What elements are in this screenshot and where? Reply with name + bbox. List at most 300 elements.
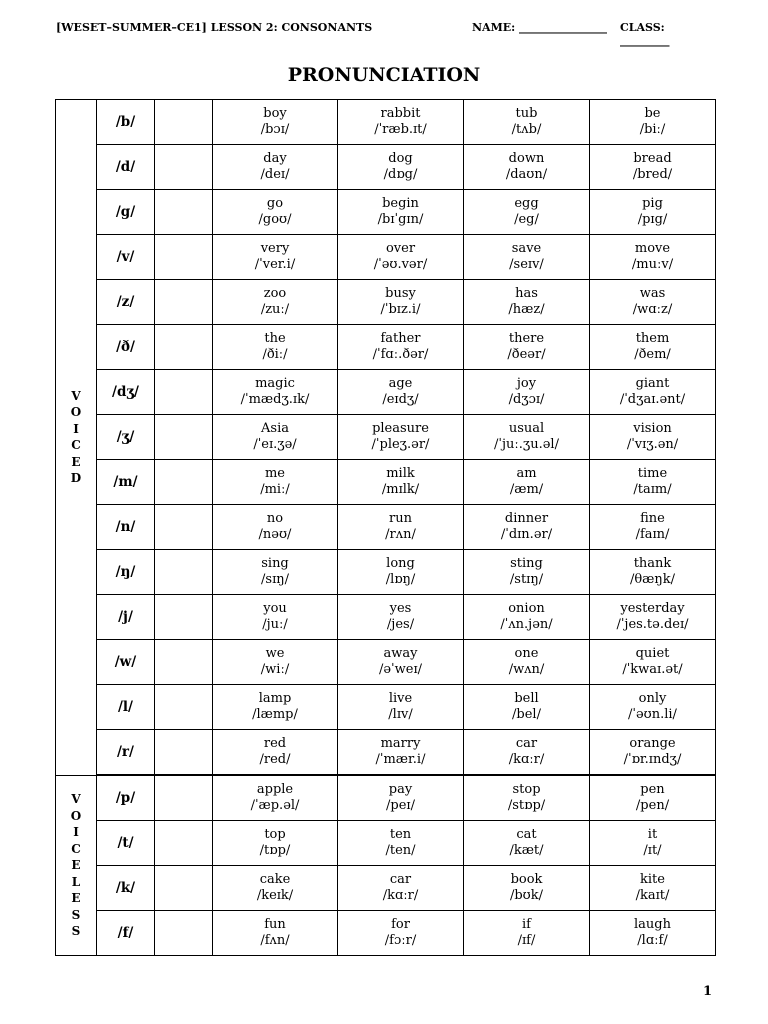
ipa-transcription: /biː/ — [639, 122, 666, 137]
word-cell — [464, 460, 590, 505]
word-cell — [213, 190, 338, 235]
ipa-transcription: /æm/ — [509, 482, 544, 497]
ipa-transcription: /eɪdʒ/ — [382, 392, 419, 407]
example-word: cat — [516, 827, 537, 842]
table-row — [56, 145, 716, 190]
example-word: cake — [259, 872, 291, 887]
word-cell — [590, 550, 716, 595]
example-word: onion — [508, 601, 545, 616]
phoneme-symbol: /j/ — [97, 595, 155, 640]
table-row — [56, 595, 716, 640]
example-word: ten — [389, 827, 412, 842]
example-word: age — [388, 376, 413, 391]
example-word: pleasure — [372, 421, 429, 436]
ipa-transcription: /bɔɪ/ — [260, 122, 290, 137]
ipa-transcription: /ˈmædʒ.ɪk/ — [240, 392, 310, 407]
ipa-transcription: /kɑːr/ — [508, 752, 545, 767]
word-cell — [213, 775, 338, 821]
word-cell — [338, 595, 464, 640]
example-word: if — [522, 917, 531, 932]
ipa-transcription: /ˈeɪ.ʒə/ — [253, 437, 297, 452]
word-cell — [338, 280, 464, 325]
ipa-transcription: /miː/ — [260, 482, 290, 497]
group-letter: V — [71, 388, 81, 403]
ipa-transcription: /bel/ — [512, 707, 541, 722]
example-word: away — [383, 646, 418, 661]
word-cell — [464, 685, 590, 730]
word-cell — [464, 190, 590, 235]
name-field-label: NAME: ________________ — [472, 21, 608, 34]
blank-cell — [155, 595, 213, 640]
group-letter: E — [71, 891, 81, 905]
voiced-group-label — [56, 100, 97, 776]
word-cell — [338, 866, 464, 911]
table-row — [56, 550, 716, 595]
ipa-transcription: /ðiː/ — [262, 347, 288, 362]
example-word: begin — [382, 196, 419, 211]
ipa-transcription: /bred/ — [632, 167, 673, 182]
table-row — [56, 460, 716, 505]
word-cell — [338, 145, 464, 190]
example-word: joy — [516, 376, 537, 391]
example-word: move — [634, 241, 671, 256]
word-cell — [464, 280, 590, 325]
table-row — [56, 370, 716, 415]
ipa-transcription: /zuː/ — [260, 302, 290, 317]
example-word: giant — [635, 376, 670, 391]
table-row — [56, 911, 716, 956]
ipa-transcription: /ˈkwaɪ.ət/ — [622, 662, 683, 677]
group-letter: D — [70, 471, 82, 486]
page-header — [56, 21, 710, 47]
example-word: one — [514, 646, 539, 661]
example-word: Asia — [261, 421, 289, 436]
example-word: zoo — [263, 286, 287, 301]
phoneme-symbol: /ʒ/ — [97, 415, 155, 460]
word-cell — [338, 415, 464, 460]
ipa-transcription: /lɒŋ/ — [385, 572, 416, 587]
example-word: yesterday — [620, 601, 685, 616]
ipa-transcription: /faɪn/ — [635, 527, 670, 542]
ipa-transcription: /nəʊ/ — [258, 527, 292, 542]
word-cell — [590, 280, 716, 325]
example-word: yes — [389, 601, 412, 616]
example-word: pay — [388, 782, 413, 797]
example-word: thank — [633, 556, 672, 571]
word-cell — [338, 685, 464, 730]
word-cell — [213, 866, 338, 911]
ipa-transcription: /lɪv/ — [388, 707, 413, 722]
phoneme-symbol: /v/ — [97, 235, 155, 280]
phoneme-symbol: /k/ — [97, 866, 155, 911]
phoneme-symbol: /p/ — [97, 775, 155, 821]
word-cell — [338, 235, 464, 280]
phoneme-symbol: /ŋ/ — [97, 550, 155, 595]
example-word: apple — [256, 782, 294, 797]
word-cell — [213, 325, 338, 370]
word-cell — [590, 595, 716, 640]
group-letter: C — [71, 841, 81, 856]
phoneme-symbol: /f/ — [97, 911, 155, 956]
blank-cell — [155, 505, 213, 550]
ipa-transcription: /wɑːz/ — [632, 302, 673, 317]
word-cell — [213, 821, 338, 866]
ipa-transcription: /fɔːr/ — [384, 933, 417, 948]
word-cell — [213, 685, 338, 730]
group-letter: I — [73, 421, 79, 436]
phoneme-symbol: /n/ — [97, 505, 155, 550]
example-word: egg — [514, 196, 539, 211]
example-word: orange — [629, 736, 676, 751]
example-word: busy — [385, 286, 416, 301]
group-letter: C — [71, 438, 81, 453]
example-word: very — [260, 241, 290, 256]
blank-cell — [155, 550, 213, 595]
table-row — [56, 640, 716, 685]
ipa-transcription: /ˈdɪn.ər/ — [500, 527, 553, 542]
voiceless-group-label — [56, 775, 97, 956]
example-word: rabbit — [380, 106, 421, 121]
example-word: car — [389, 872, 412, 887]
phoneme-symbol: /d/ — [97, 145, 155, 190]
ipa-transcription: /seɪv/ — [509, 257, 544, 272]
ipa-transcription: /hæz/ — [508, 302, 545, 317]
word-cell — [338, 460, 464, 505]
word-cell — [213, 911, 338, 956]
blank-cell — [155, 730, 213, 776]
ipa-transcription: /peɪ/ — [386, 798, 415, 813]
ipa-transcription: /θæŋk/ — [629, 572, 676, 587]
ipa-transcription: /dɒg/ — [383, 167, 418, 182]
group-letter: I — [73, 825, 79, 839]
ipa-transcription: /keɪk/ — [256, 888, 294, 903]
example-word: usual — [508, 421, 545, 436]
ipa-transcription: /ˈfɑː.ðər/ — [372, 347, 429, 362]
word-cell — [213, 235, 338, 280]
ipa-transcription: /kɑːr/ — [382, 888, 419, 903]
blank-cell — [155, 145, 213, 190]
ipa-transcription: /stɪŋ/ — [509, 572, 544, 587]
ipa-transcription: /juː/ — [262, 617, 288, 632]
ipa-transcription: /wʌn/ — [508, 662, 545, 677]
example-word: go — [266, 196, 284, 211]
example-word: we — [265, 646, 285, 661]
ipa-transcription: /taɪm/ — [633, 482, 672, 497]
example-word: dog — [388, 151, 413, 166]
word-cell — [464, 325, 590, 370]
ipa-transcription: /ɪt/ — [643, 843, 662, 858]
example-word: father — [380, 331, 421, 346]
table-row — [56, 280, 716, 325]
word-cell — [213, 505, 338, 550]
example-word: laugh — [634, 917, 671, 932]
ipa-transcription: /ˈəʊn.li/ — [628, 707, 677, 722]
example-word: them — [635, 331, 670, 346]
ipa-transcription: /ˈʌn.jən/ — [500, 617, 553, 632]
example-word: pig — [642, 196, 663, 211]
ipa-transcription: /ten/ — [385, 843, 416, 858]
ipa-transcription: /ˈbɪz.i/ — [380, 302, 421, 317]
word-cell — [590, 415, 716, 460]
ipa-transcription: /ˈmær.i/ — [375, 752, 426, 767]
ipa-transcription: /deɪ/ — [260, 167, 290, 182]
ipa-transcription: /læmp/ — [252, 707, 298, 722]
example-word: it — [647, 827, 658, 842]
blank-cell — [155, 911, 213, 956]
phoneme-symbol: /t/ — [97, 821, 155, 866]
phoneme-symbol: /l/ — [97, 685, 155, 730]
table-row — [56, 866, 716, 911]
word-cell — [338, 190, 464, 235]
word-cell — [213, 370, 338, 415]
ipa-transcription: /ðem/ — [634, 347, 671, 362]
ipa-transcription: /eg/ — [514, 212, 539, 227]
ipa-transcription: /ˈvɪʒ.ən/ — [626, 437, 679, 452]
word-cell — [464, 415, 590, 460]
word-cell — [590, 370, 716, 415]
word-cell — [338, 821, 464, 866]
ipa-transcription: /sɪŋ/ — [261, 572, 289, 587]
ipa-transcription: /rʌn/ — [385, 527, 416, 542]
ipa-transcription: /ˈjuː.ʒu.əl/ — [494, 437, 559, 452]
word-cell — [464, 821, 590, 866]
group-letter: O — [70, 808, 82, 823]
table-row — [56, 775, 716, 821]
table-row — [56, 190, 716, 235]
word-cell — [464, 235, 590, 280]
word-cell — [590, 460, 716, 505]
group-letter: E — [71, 454, 81, 469]
example-word: tub — [515, 106, 538, 121]
ipa-transcription: /ˈræb.ɪt/ — [374, 122, 427, 137]
ipa-transcription: /lɑːf/ — [637, 933, 668, 948]
word-cell — [338, 550, 464, 595]
table-row — [56, 821, 716, 866]
ipa-transcription: /fʌn/ — [260, 933, 290, 948]
phoneme-symbol: /r/ — [97, 730, 155, 776]
blank-cell — [155, 866, 213, 911]
consonant-table-body — [56, 100, 716, 956]
ipa-transcription: /ˈpleʒ.ər/ — [371, 437, 430, 452]
word-cell — [590, 775, 716, 821]
word-cell — [590, 235, 716, 280]
example-word: fun — [264, 917, 286, 932]
example-word: day — [263, 151, 287, 166]
blank-cell — [155, 325, 213, 370]
ipa-transcription: /muːv/ — [631, 257, 674, 272]
word-cell — [464, 145, 590, 190]
blank-cell — [155, 460, 213, 505]
word-cell — [213, 100, 338, 145]
ipa-transcription: /ˈdʒaɪ.ənt/ — [619, 392, 686, 407]
example-word: milk — [386, 466, 415, 481]
word-cell — [213, 640, 338, 685]
example-word: for — [391, 917, 410, 932]
example-word: has — [515, 286, 538, 301]
ipa-transcription: /jes/ — [386, 617, 415, 632]
ipa-transcription: /wiː/ — [260, 662, 290, 677]
example-word: quiet — [635, 646, 670, 661]
word-cell — [338, 325, 464, 370]
word-cell — [464, 911, 590, 956]
phoneme-symbol: /w/ — [97, 640, 155, 685]
word-cell — [590, 145, 716, 190]
page-title: PRONUNCIATION — [287, 64, 481, 86]
ipa-transcription: /tʌb/ — [511, 122, 542, 137]
ipa-transcription: /tɒp/ — [259, 843, 291, 858]
example-word: was — [639, 286, 666, 301]
ipa-transcription: /əˈweɪ/ — [378, 662, 422, 677]
example-word: magic — [255, 376, 295, 391]
blank-cell — [155, 685, 213, 730]
example-word: vision — [633, 421, 672, 436]
word-cell — [590, 866, 716, 911]
example-word: save — [511, 241, 542, 256]
example-word: the — [264, 331, 286, 346]
consonant-table — [55, 99, 716, 956]
ipa-transcription: /red/ — [259, 752, 291, 767]
table-row — [56, 505, 716, 550]
example-word: book — [510, 872, 543, 887]
word-cell — [464, 730, 590, 776]
phoneme-symbol: /dʒ/ — [97, 370, 155, 415]
word-cell — [213, 145, 338, 190]
word-cell — [338, 505, 464, 550]
phoneme-symbol: /ð/ — [97, 325, 155, 370]
table-row — [56, 325, 716, 370]
ipa-transcription: /ˈver.i/ — [254, 257, 296, 272]
word-cell — [213, 550, 338, 595]
ipa-transcription: /kaɪt/ — [635, 888, 670, 903]
ipa-transcription: /daʊn/ — [505, 167, 548, 182]
phoneme-symbol: /m/ — [97, 460, 155, 505]
example-word: down — [508, 151, 545, 166]
example-word: there — [508, 331, 545, 346]
ipa-transcription: /pɪg/ — [637, 212, 668, 227]
word-cell — [213, 415, 338, 460]
example-word: sting — [510, 556, 543, 571]
blank-cell — [155, 821, 213, 866]
example-word: pen — [640, 782, 665, 797]
example-word: bell — [514, 691, 539, 706]
group-letter: S — [71, 907, 81, 922]
example-word: be — [644, 106, 661, 121]
table-row — [56, 730, 716, 776]
word-cell — [338, 775, 464, 821]
ipa-transcription: /bʊk/ — [509, 888, 544, 903]
word-cell — [590, 505, 716, 550]
table-row — [56, 685, 716, 730]
example-word: kite — [640, 872, 665, 887]
example-word: over — [385, 241, 416, 256]
example-word: boy — [263, 106, 287, 121]
ipa-transcription: /ˈjes.tə.deɪ/ — [616, 617, 689, 632]
word-cell — [464, 775, 590, 821]
phoneme-symbol: /z/ — [97, 280, 155, 325]
word-cell — [464, 866, 590, 911]
word-cell — [338, 911, 464, 956]
blank-cell — [155, 640, 213, 685]
word-cell — [590, 100, 716, 145]
example-word: marry — [380, 736, 421, 751]
word-cell — [590, 190, 716, 235]
word-cell — [213, 460, 338, 505]
phoneme-symbol: /b/ — [97, 100, 155, 145]
group-letter: S — [71, 924, 81, 938]
table-row — [56, 100, 716, 145]
blank-cell — [155, 235, 213, 280]
blank-cell — [155, 100, 213, 145]
example-word: lamp — [258, 691, 292, 706]
table-row — [56, 235, 716, 280]
word-cell — [590, 821, 716, 866]
blank-cell — [155, 415, 213, 460]
lesson-title: [WESET–SUMMER–CE1] LESSON 2: CONSONANTS — [56, 21, 373, 34]
example-word: me — [264, 466, 286, 481]
ipa-transcription: /ˈəʊ.vər/ — [373, 257, 428, 272]
word-cell — [590, 911, 716, 956]
group-letter: O — [70, 405, 82, 420]
example-word: car — [515, 736, 538, 751]
example-word: red — [263, 736, 287, 751]
example-word: live — [388, 691, 413, 706]
ipa-transcription: /pen/ — [635, 798, 670, 813]
word-cell — [464, 370, 590, 415]
word-cell — [590, 685, 716, 730]
word-cell — [590, 325, 716, 370]
example-word: long — [386, 556, 415, 571]
example-word: only — [638, 691, 667, 706]
ipa-transcription: /ðeər/ — [507, 347, 546, 362]
word-cell — [213, 730, 338, 776]
word-cell — [338, 640, 464, 685]
example-word: time — [637, 466, 668, 481]
class-field-label: CLASS: _________ — [620, 21, 670, 47]
example-word: run — [389, 511, 412, 526]
example-word: top — [264, 827, 286, 842]
ipa-transcription: /kæt/ — [509, 843, 544, 858]
group-letter: V — [71, 792, 81, 806]
example-word: bread — [633, 151, 672, 166]
blank-cell — [155, 775, 213, 821]
ipa-transcription: /mɪlk/ — [381, 482, 420, 497]
word-cell — [464, 595, 590, 640]
word-cell — [464, 505, 590, 550]
word-cell — [464, 640, 590, 685]
word-cell — [464, 100, 590, 145]
word-cell — [213, 280, 338, 325]
word-cell — [464, 550, 590, 595]
word-cell — [213, 595, 338, 640]
word-cell — [338, 100, 464, 145]
page-number: 1 — [702, 984, 712, 999]
table-row — [56, 415, 716, 460]
ipa-transcription: /ˈɒr.ɪndʒ/ — [623, 752, 682, 767]
example-word: stop — [512, 782, 541, 797]
ipa-transcription: /ˈæp.əl/ — [250, 798, 300, 813]
example-word: fine — [640, 511, 665, 526]
ipa-transcription: /ɪf/ — [517, 933, 536, 948]
phoneme-symbol: /g/ — [97, 190, 155, 235]
ipa-transcription: /dʒɔɪ/ — [508, 392, 545, 407]
word-cell — [338, 730, 464, 776]
blank-cell — [155, 370, 213, 415]
word-cell — [590, 640, 716, 685]
blank-cell — [155, 190, 213, 235]
example-word: you — [263, 601, 287, 616]
ipa-transcription: /bɪˈgɪn/ — [377, 212, 424, 227]
example-word: no — [266, 511, 284, 526]
